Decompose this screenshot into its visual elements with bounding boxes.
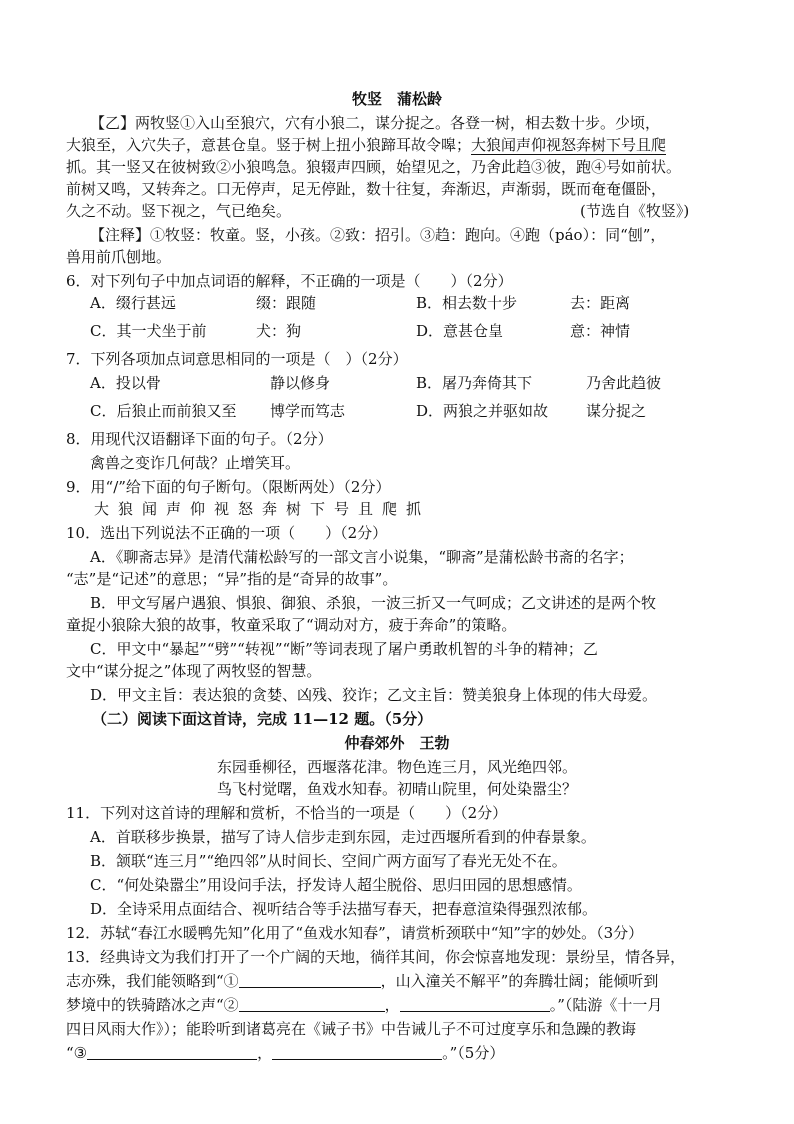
q10-line-7: D．甲文主旨：表达狼的贪婪、凶残、狡诈；乙文主旨：赞美狼身上体现的伟大母爱。: [90, 686, 658, 704]
q13-blank-1[interactable]: [239, 971, 381, 988]
q7-option-a-pair: 静以修身: [270, 374, 331, 392]
q13-blank-3b[interactable]: [272, 1043, 442, 1060]
q10-stem: 10．选出下列说法不正确的一项（ ）（2分）: [66, 524, 388, 542]
section-2-heading: （二）阅读下面这首诗，完成 11—12 题。（5分）: [92, 710, 433, 728]
passage-title-text: 牧竖: [351, 90, 382, 108]
passage-notes-1: 【注释】①牧竖：牧童。竖，小孩。②致：招引。③趋：跑向。④跑（páo）：同“刨”，: [90, 226, 666, 244]
passage-source: (节选自《牧竖》): [580, 202, 690, 220]
q6-option-b: B．相去数十步: [416, 294, 518, 312]
q13-blank-3a[interactable]: [87, 1043, 257, 1060]
q6-option-c: C．其一犬坐于前: [90, 322, 207, 340]
q11-option-b: B．颔联“连三月”“绝四邻”从时间长、空间广两方面写了春光无处不在。: [90, 852, 567, 870]
q7-option-c-pair: 博学而笃志: [270, 402, 346, 420]
passage-line-2: [66, 134, 666, 156]
q9-sentence: 大狼闻声仰视怒奔树下号且爬抓: [94, 500, 431, 518]
q7-option-b: B．屠乃奔倚其下: [416, 374, 533, 392]
q13-line-2-lead: 志亦殊，我们能领略到“①: [66, 972, 239, 990]
passage-title: [0, 88, 794, 110]
q13-line-5-lead: “③: [66, 1044, 88, 1062]
q11-option-d: D．全诗采用点面结合、视听结合等手法描写春天，把春意渲染得强烈浓郁。: [90, 900, 598, 918]
q10-line-4: 童捉小狼除大狼的故事，牧童采取了“调动对方，疲于奔命”的策略。: [66, 616, 517, 634]
q6-option-a: A．缀行甚远: [90, 294, 176, 312]
q6-option-a-gloss: 缀：跟随: [256, 294, 317, 312]
q11-stem: 11．下列对这首诗的理解和赏析，不恰当的一项是（ ）（2分）: [66, 804, 508, 822]
q10-line-3: B．甲文写屠户遇狼、惧狼、御狼、杀狼，一波三折又一气呵成；乙文讲述的是两个牧: [90, 594, 657, 612]
passage-line-2a: 大狼至，入穴失子，意甚仓皇。竖于树上扭小狼蹄耳故令嗥；: [66, 136, 472, 154]
q11-option-a: A．首联移步换景，描写了诗人信步走到东园，走过西堰所看到的仲春景象。: [90, 828, 596, 846]
q7-option-d: D．两狼之并驱如故: [416, 402, 549, 420]
q13-line-3-lead: 梦境中的铁骑踏冰之声“②: [66, 996, 239, 1014]
poem-line-1: 东园垂柳径，西堰落花津。物色连三月，风光绝四邻。: [216, 758, 577, 776]
passage-line-5: 久之不动。竖下视之，气已绝矣。: [66, 202, 292, 220]
q13-line-3-tail: 。”（陆游《十一月: [549, 996, 663, 1014]
q13-line-4: 四日风雨大作》）；能聆听到诸葛亮在《诫子书》中告诫儿子不可过度享乐和急躁的教诲: [66, 1020, 637, 1038]
passage-line-1: 【乙】两牧竖①入山至狼穴，穴有小狼二，谋分捉之。各登一树，相去数十步。少顷，: [90, 114, 661, 132]
passage-underlined-sentence: 大狼闻声仰视怒奔树下号且爬: [471, 136, 667, 154]
poem-title: [0, 732, 794, 754]
q12-stem: 12．苏轼“春江水暖鸭先知”化用了“鱼戏水知春”，请赏析颈联中“知”字的妙处。（3分）: [66, 924, 644, 942]
q8-sentence: 禽兽之变诈几何哉？止增笑耳。: [90, 454, 301, 472]
q13-line-5-tail: 。”（5分）: [442, 1044, 505, 1062]
q8-stem: 8．用现代汉语翻译下面的句子。（2分）: [66, 430, 333, 448]
q6-option-c-gloss: 犬：狗: [256, 322, 302, 340]
q13-line-5: [66, 1042, 504, 1064]
q13-line-3: [66, 994, 662, 1016]
q6-option-d-gloss: 意：神情: [570, 322, 631, 340]
q7-option-b-pair: 乃舍此趋彼: [586, 374, 662, 392]
q6-option-b-gloss: 去：距离: [570, 294, 631, 312]
q10-line-5: C．甲文中“暴起”“劈”“转视”“断”等词表现了屠户勇敢机智的斗争的精神；乙: [90, 640, 598, 658]
q10-line-2: “志”是“记述”的意思；“异”指的是“奇异的故事”。: [66, 570, 398, 588]
q13-line-1: 13．经典诗文为我们打开了一个广阔的天地，徜徉其间，你会惊喜地发现：景纷呈，情各异，: [66, 948, 686, 966]
passage-notes-2: 兽用前爪刨地。: [66, 248, 172, 266]
poem-author: 王勃: [419, 734, 450, 752]
passage-author: 蒲松龄: [397, 90, 443, 108]
q13-line-3-comma: ，: [384, 996, 400, 1014]
q13-blank-2a[interactable]: [239, 995, 385, 1012]
q13-line-2: [66, 970, 658, 992]
q7-stem: 7．下列各项加点词意思相同的一项是（ ）（2分）: [66, 350, 408, 368]
poem-title-text: 仲春郊外: [344, 734, 405, 752]
q10-line-1: A．《聊斋志异》是清代蒲松龄写的一部文言小说集，“聊斋”是蒲松龄书斋的名字；: [90, 548, 634, 566]
q7-option-c: C．后狼止而前狼又至: [90, 402, 237, 420]
passage-line-4: 前树又鸣，又转奔之。口无停声，足无停趾，数十往复，奔渐迟，声渐弱，既而奄奄僵卧，: [66, 180, 667, 198]
q6-option-d: D．意甚仓皇: [416, 322, 504, 340]
q13-line-5-comma: ，: [257, 1044, 273, 1062]
q13-blank-2b[interactable]: [400, 995, 550, 1012]
q10-line-6: 文中“谋分捉之”体现了两牧竖的智慧。: [66, 662, 322, 680]
q7-option-d-pair: 谋分捉之: [586, 402, 647, 420]
q11-option-c: C．“何处染嚣尘”用设问手法，抒发诗人超尘脱俗、思归田园的思想感情。: [90, 876, 582, 894]
q13-line-2-tail: ，山入潼关不解平”的奔腾壮阔；能倾听到: [380, 972, 659, 990]
passage-line-3: 抓。其一竖又在彼树致②小狼鸣急。狼辍声四顾，始望见之，乃舍此趋③彼，跑④号如前状。: [66, 158, 682, 176]
q6-stem: 6．对下列句子中加点词语的解释，不正确的一项是（ ）（2分）: [66, 272, 513, 290]
q7-option-a: A．投以骨: [90, 374, 161, 392]
q9-stem: 9．用“/”给下面的句子断句。（限断两处）（2分）: [66, 478, 391, 496]
poem-line-2: 鸟飞村觉曙，鱼戏水知春。初晴山院里，何处染嚣尘？: [216, 780, 577, 798]
